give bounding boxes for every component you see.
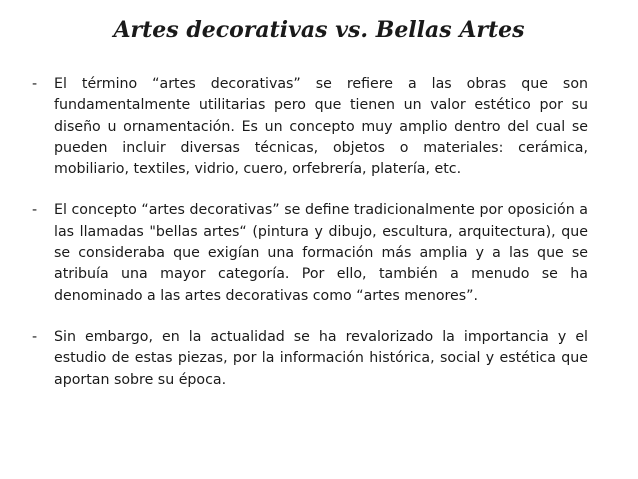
bullet-text: Sin embargo, en la actualidad se ha revalorizado la importancia y el estudio de estas piezas, por la información histórica, social y estética que aportan sobre su época.	[54, 328, 588, 388]
bullet-item	[32, 200, 588, 306]
slide-title: Artes decorativas vs. Bellas Artes	[113, 17, 525, 43]
bullet-marker: -	[32, 328, 38, 345]
bullet-list	[32, 74, 588, 411]
bullet-text: El concepto “artes decorativas” se define tradicionalmente por oposición a las llamadas "bellas artes“ (pintura y dibujo, escultura, arquitectura), que se consideraba que exigían una formación más amplia y a las que se atribuía una mayor categoría. Por ello, también a menudo se ha denominado a las artes decorativas como “artes menores”.	[54, 202, 588, 304]
bullet-item	[32, 74, 588, 180]
bullet-marker: -	[32, 76, 38, 92]
bullet-text: El término “artes decorativas” se refiere a las obras que son fundamentalmente utilitarias pero que tienen un valor estético por su diseño u ornamentación. Es un concepto muy amplio dentro del cual se pueden incluir diversas técnicas, objetos o materiales: cerámica, mobiliario, textiles, vidrio, cuero, orfebrería, platería, etc.	[54, 76, 588, 178]
bullet-item	[32, 327, 588, 391]
bullet-marker: -	[32, 202, 38, 219]
